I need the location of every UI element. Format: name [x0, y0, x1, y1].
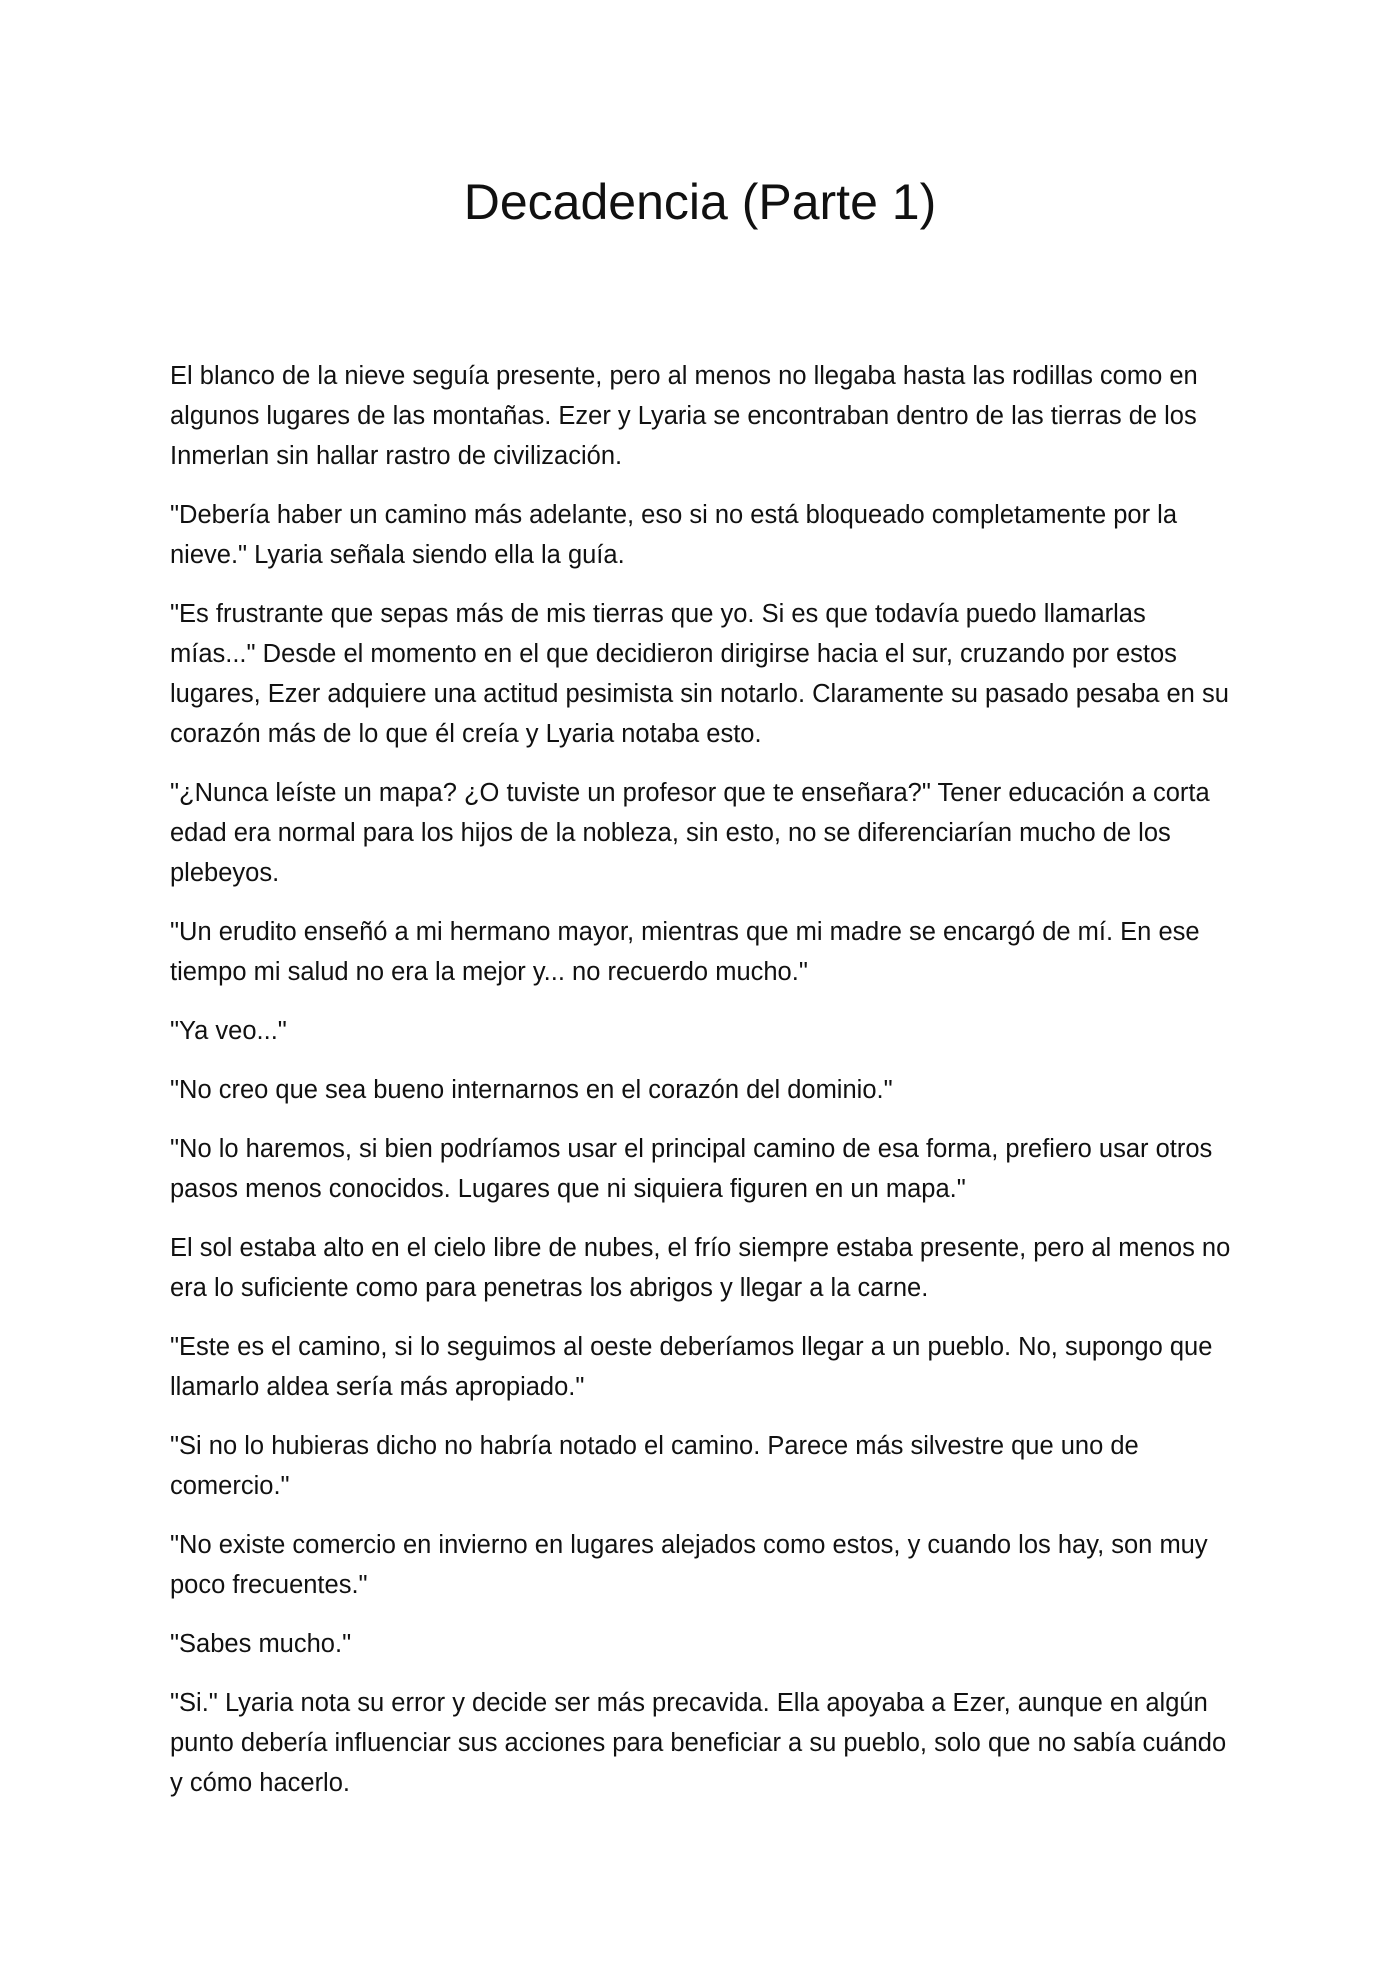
paragraph-4: "¿Nunca leíste un mapa? ¿O tuviste un profesor que te enseñara?" Tener educación a corta edad era normal para los hijos de la nobleza, sin esto, no se diferenciarían mucho de los plebeyos. — [170, 779, 1210, 887]
paragraph-14: "Si." Lyaria nota su error y decide ser más precavida. Ella apoyaba a Ezer, aunque en algún punto debería influenciar sus acciones para beneficiar a su pueblo, solo que no sabía cuándo y cómo hacerlo. — [170, 1689, 1227, 1797]
document-title: Decadencia (Parte 1) — [463, 174, 937, 230]
paragraph-10: "Este es el camino, si lo seguimos al oeste deberíamos llegar a un pueblo. No, supongo que llamarlo aldea sería más apropiado." — [170, 1333, 1213, 1401]
paragraph-11: "Si no lo hubieras dicho no habría notado el camino. Parece más silvestre que uno de comercio." — [170, 1432, 1139, 1500]
paragraph-9: El sol estaba alto en el cielo libre de nubes, el frío siempre estaba presente, pero al menos no era lo suficiente como para penetras los abrigos y llegar a la carne. — [170, 1234, 1231, 1302]
document-body — [170, 356, 1235, 1822]
paragraph-5: "Un erudito enseñó a mi hermano mayor, mientras que mi madre se encargó de mí. En ese tiempo mi salud no era la mejor y... no recuerdo mucho." — [170, 918, 1200, 986]
paragraph-3: "Es frustrante que sepas más de mis tierras que yo. Si es que todavía puedo llamarlas mías..." Desde el momento en el que decidieron dirigirse hacia el sur, cruzando por estos lugares, Ezer adquiere una actitud pesimista sin notarlo. Claramente su pasado pesaba en su corazón más de lo que él creía y Lyaria notaba esto. — [170, 600, 1229, 748]
paragraph-1: El blanco de la nieve seguía presente, pero al menos no llegaba hasta las rodillas como en algunos lugares de las montañas. Ezer y Lyaria se encontraban dentro de las tierras de los Inmerlan sin hallar rastro de civilización. — [170, 362, 1198, 470]
paragraph-8: "No lo haremos, si bien podríamos usar el principal camino de esa forma, prefiero usar otros pasos menos conocidos. Lugares que ni siquiera figuren en un mapa." — [170, 1135, 1213, 1203]
paragraph-13: "Sabes mucho." — [170, 1630, 352, 1658]
paragraph-2: "Debería haber un camino más adelante, eso si no está bloqueado completamente por la nieve." Lyaria señala siendo ella la guía. — [170, 501, 1178, 569]
paragraph-6: "Ya veo..." — [170, 1017, 287, 1045]
paragraph-12: "No existe comercio en invierno en lugares alejados como estos, y cuando los hay, son muy poco frecuentes." — [170, 1531, 1208, 1599]
paragraph-7: "No creo que sea bueno internarnos en el corazón del dominio." — [170, 1076, 893, 1104]
